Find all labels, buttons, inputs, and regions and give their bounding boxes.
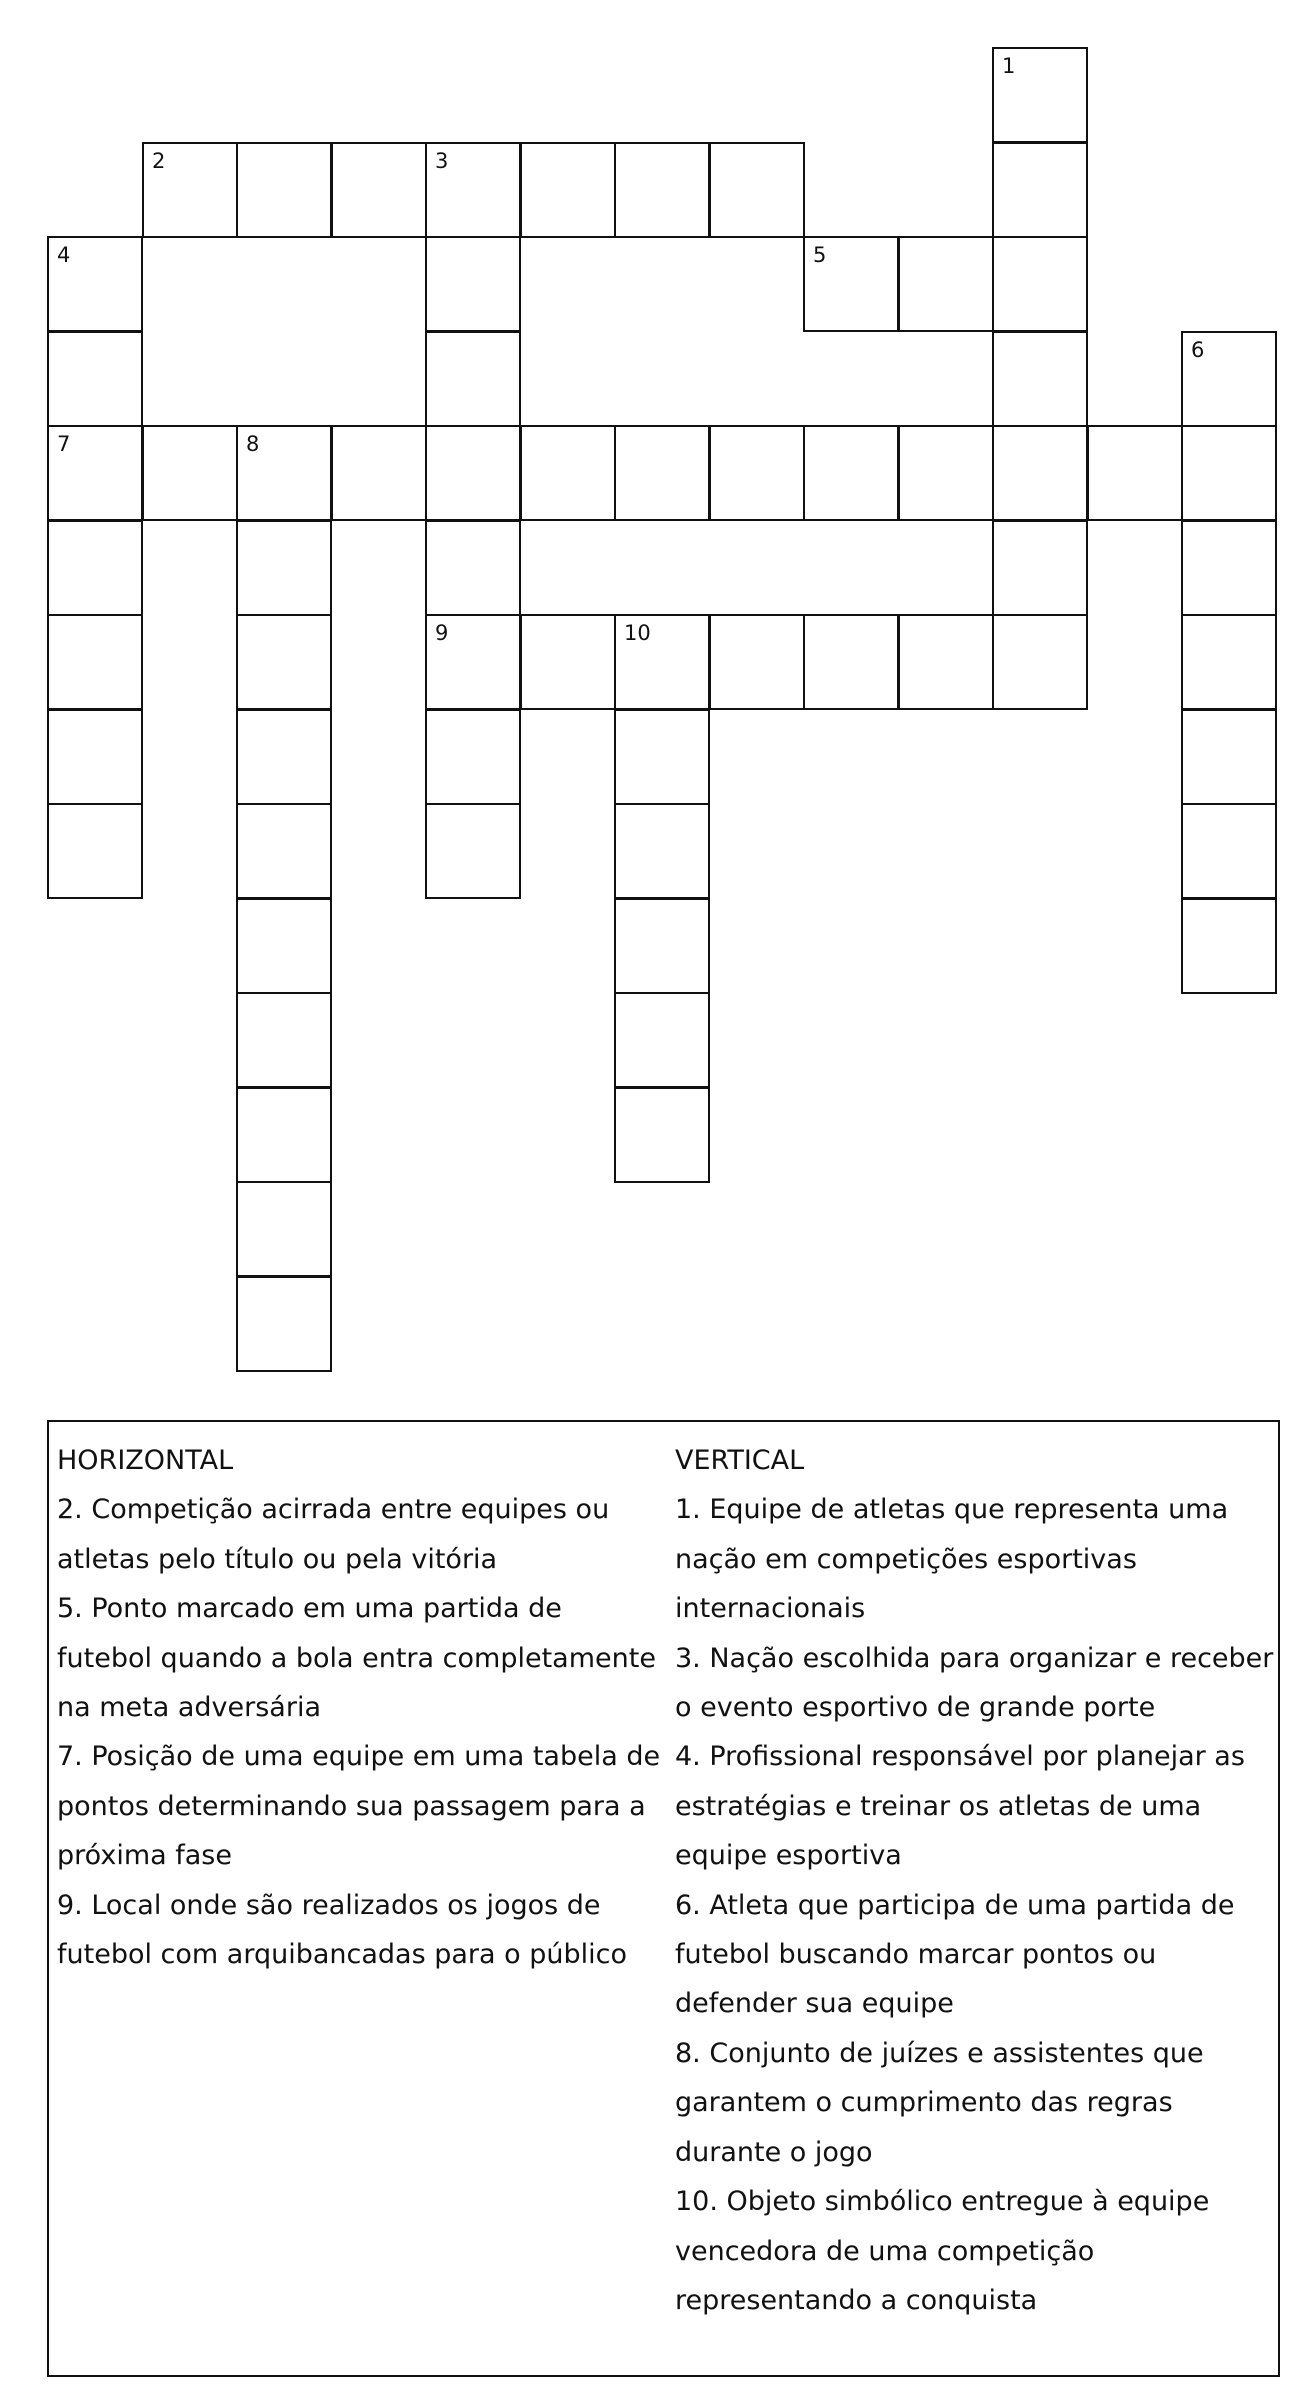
crossword-cell[interactable] bbox=[236, 614, 332, 710]
crossword-cell[interactable] bbox=[709, 425, 805, 521]
clue-v-4-line-3: equipe esportiva bbox=[675, 1840, 902, 1872]
clue-number: 3 bbox=[435, 149, 449, 173]
crossword-cell[interactable] bbox=[1181, 614, 1277, 710]
crossword-cell[interactable] bbox=[614, 709, 710, 805]
crossword-cell[interactable] bbox=[47, 236, 143, 332]
crossword-cell[interactable] bbox=[425, 236, 521, 332]
clue-v-6-line-1: 6. Atleta que participa de uma partida de bbox=[675, 1889, 1235, 1921]
crossword-cell[interactable] bbox=[1181, 709, 1277, 805]
clue-v-4-line-1: 4. Profissional responsável por planejar as bbox=[675, 1741, 1245, 1773]
vertical-title: VERTICAL bbox=[675, 1445, 805, 1476]
crossword-cell[interactable] bbox=[47, 803, 143, 899]
clue-v-6-line-3: defender sua equipe bbox=[675, 1988, 954, 2020]
crossword-cell[interactable] bbox=[614, 898, 710, 994]
crossword-cell[interactable] bbox=[709, 614, 805, 710]
clue-number: 1 bbox=[1002, 54, 1016, 78]
crossword-cell[interactable] bbox=[1181, 425, 1277, 521]
crossword-cell[interactable] bbox=[236, 425, 332, 521]
crossword-cell[interactable] bbox=[614, 803, 710, 899]
crossword-cell[interactable] bbox=[425, 425, 521, 521]
crossword-cell[interactable] bbox=[709, 142, 805, 238]
clue-number: 10 bbox=[624, 621, 651, 645]
clue-h-5-line-1: 5. Ponto marcado em uma partida de bbox=[57, 1593, 562, 1625]
crossword-cell[interactable] bbox=[425, 331, 521, 427]
clue-v-8-line-1: 8. Conjunto de juízes e assistentes que bbox=[675, 2037, 1204, 2069]
clue-v-1-line-3: internacionais bbox=[675, 1593, 866, 1625]
crossword-cell[interactable] bbox=[1181, 803, 1277, 899]
clue-number: 2 bbox=[152, 149, 166, 173]
crossword-cell[interactable] bbox=[1087, 425, 1183, 521]
crossword-cell[interactable] bbox=[803, 425, 899, 521]
clue-v-8-line-2: garantem o cumprimento das regras bbox=[675, 2087, 1173, 2119]
crossword-cell[interactable] bbox=[236, 898, 332, 994]
crossword-cell[interactable] bbox=[992, 236, 1088, 332]
clue-v-3-line-2: o evento esportivo de grande porte bbox=[675, 1692, 1156, 1724]
clue-h-9-line-1: 9. Local onde são realizados os jogos de bbox=[57, 1889, 601, 1921]
crossword-cell[interactable] bbox=[803, 614, 899, 710]
clue-v-1-line-2: nação em competições esportivas bbox=[675, 1543, 1137, 1575]
crossword-cell[interactable] bbox=[47, 425, 143, 521]
crossword-cell[interactable] bbox=[425, 520, 521, 616]
crossword-cell[interactable] bbox=[47, 331, 143, 427]
clue-h-5-line-2: futebol quando a bola entra completamente bbox=[57, 1642, 656, 1674]
crossword-cell[interactable] bbox=[992, 47, 1088, 143]
clue-h-7-line-2: pontos determinando sua passagem para a bbox=[57, 1790, 646, 1822]
vertical-clues-column bbox=[675, 1436, 1275, 2325]
clue-v-10-line-2: vencedora de uma competição bbox=[675, 2235, 1095, 2267]
crossword-cell[interactable] bbox=[236, 520, 332, 616]
horizontal-clues-column bbox=[57, 1436, 667, 1979]
crossword-cell[interactable] bbox=[236, 142, 332, 238]
crossword-cell[interactable] bbox=[236, 803, 332, 899]
crossword-cell[interactable] bbox=[614, 142, 710, 238]
crossword-cell[interactable] bbox=[142, 425, 238, 521]
crossword-cell[interactable] bbox=[236, 1087, 332, 1183]
clue-v-6-line-2: futebol buscando marcar pontos ou bbox=[675, 1939, 1157, 1971]
clue-h-2-line-2: atletas pelo título ou pela vitória bbox=[57, 1543, 498, 1575]
crossword-cell[interactable] bbox=[331, 142, 427, 238]
crossword-cell[interactable] bbox=[236, 1276, 332, 1372]
crossword-cell[interactable] bbox=[236, 709, 332, 805]
crossword-cell[interactable] bbox=[47, 709, 143, 805]
clue-h-9-line-2: futebol com arquibancadas para o público bbox=[57, 1939, 628, 1971]
crossword-cell[interactable] bbox=[1181, 520, 1277, 616]
clue-v-1-line-1: 1. Equipe de atletas que representa uma bbox=[675, 1494, 1229, 1526]
clue-h-7-line-1: 7. Posição de uma equipe em uma tabela de bbox=[57, 1741, 661, 1773]
crossword-cell[interactable] bbox=[992, 520, 1088, 616]
crossword-cell[interactable] bbox=[142, 142, 238, 238]
crossword-cell[interactable] bbox=[992, 142, 1088, 238]
clue-v-10-line-1: 10. Objeto simbólico entregue à equipe bbox=[675, 2186, 1210, 2218]
crossword-cell[interactable] bbox=[614, 992, 710, 1088]
crossword-cell[interactable] bbox=[992, 425, 1088, 521]
crossword-cell[interactable] bbox=[614, 1087, 710, 1183]
crossword-cell[interactable] bbox=[992, 614, 1088, 710]
horizontal-title: HORIZONTAL bbox=[57, 1445, 234, 1476]
crossword-cell[interactable] bbox=[520, 142, 616, 238]
clue-h-7-line-3: próxima fase bbox=[57, 1840, 232, 1872]
clue-number: 4 bbox=[57, 243, 71, 267]
crossword-cell[interactable] bbox=[236, 992, 332, 1088]
clue-h-2-line-1: 2. Competição acirrada entre equipes ou bbox=[57, 1494, 610, 1526]
clue-v-8-line-3: durante o jogo bbox=[675, 2136, 873, 2168]
clues-box bbox=[47, 1420, 1280, 2377]
crossword-cell[interactable] bbox=[236, 1181, 332, 1277]
crossword-cell[interactable] bbox=[614, 614, 710, 710]
clue-number: 9 bbox=[435, 621, 449, 645]
crossword-cell[interactable] bbox=[520, 425, 616, 521]
crossword-cell[interactable] bbox=[331, 425, 427, 521]
crossword-cell[interactable] bbox=[992, 331, 1088, 427]
crossword-cell[interactable] bbox=[520, 614, 616, 710]
crossword-cell[interactable] bbox=[1181, 898, 1277, 994]
crossword-cell[interactable] bbox=[614, 425, 710, 521]
crossword-cell[interactable] bbox=[803, 236, 899, 332]
crossword-cell[interactable] bbox=[898, 425, 994, 521]
crossword-cell[interactable] bbox=[47, 520, 143, 616]
clue-number: 7 bbox=[57, 432, 71, 456]
clue-number: 6 bbox=[1191, 338, 1205, 362]
crossword-cell[interactable] bbox=[425, 614, 521, 710]
clue-number: 5 bbox=[813, 243, 827, 267]
clue-v-3-line-1: 3. Nação escolhida para organizar e receber bbox=[675, 1642, 1274, 1674]
clue-v-10-line-3: representando a conquista bbox=[675, 2284, 1038, 2316]
crossword-cell[interactable] bbox=[425, 803, 521, 899]
crossword-cell[interactable] bbox=[1181, 331, 1277, 427]
crossword-cell[interactable] bbox=[898, 614, 994, 710]
crossword-cell[interactable] bbox=[425, 709, 521, 805]
clue-v-4-line-2: estratégias e treinar os atletas de uma bbox=[675, 1790, 1202, 1822]
clue-h-5-line-3: na meta adversária bbox=[57, 1692, 322, 1724]
crossword-cell[interactable] bbox=[47, 614, 143, 710]
crossword-cell[interactable] bbox=[425, 142, 521, 238]
clue-number: 8 bbox=[246, 432, 260, 456]
crossword-cell[interactable] bbox=[898, 236, 994, 332]
